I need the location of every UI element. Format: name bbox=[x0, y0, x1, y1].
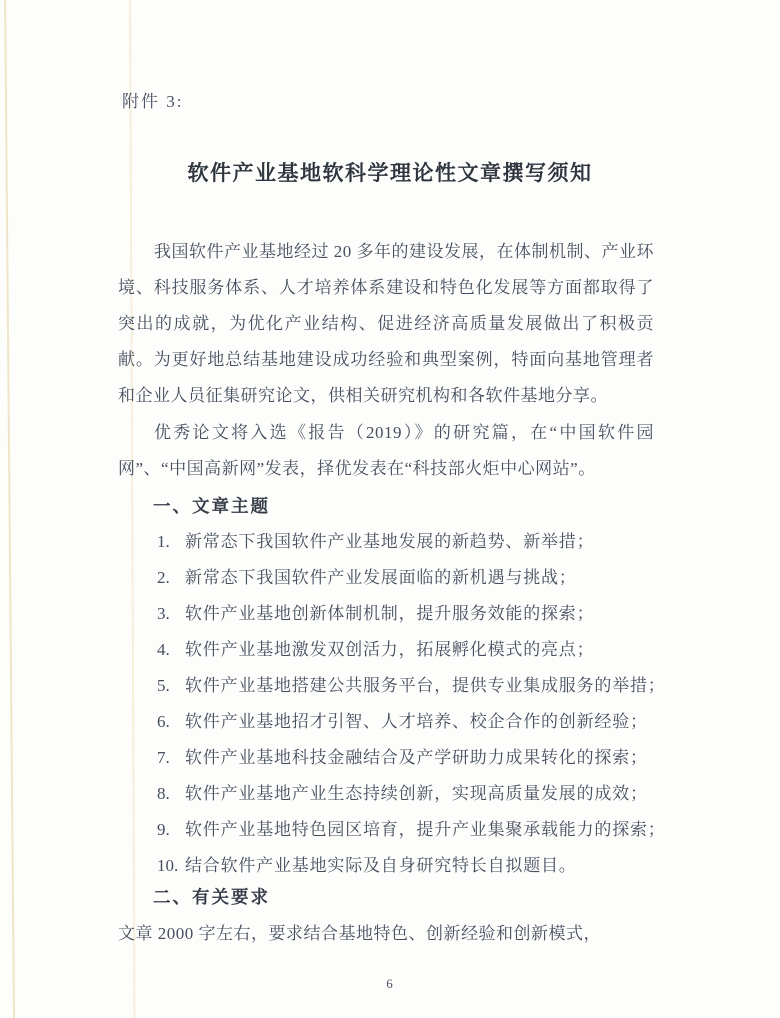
topic-text: 软件产业基地产业生态持续创新，实现高质量发展的成效； bbox=[185, 784, 648, 803]
topic-item-7 bbox=[157, 740, 757, 776]
topic-item-3 bbox=[157, 596, 757, 632]
paragraph-intro: 我国软件产业基地经过 20 多年的建设发展，在体制机制、产业环境、科技服务体系、人才培养体系建设和特色化发展等方面都取得了突出的成就，为优化产业结构、促进经济高质量发展做出了积极贡献。为更好地总结基地建设成功经验和典型案例，特面向基地管理者和企业人员征集研究论文，供相关研究机构和各软件基地分享。 bbox=[118, 242, 654, 405]
topic-text: 软件产业基地特色园区培育，提升产业集聚承载能力的探索； bbox=[185, 820, 666, 839]
section-heading-requirements: 二、有关要求 bbox=[153, 887, 270, 907]
topic-number: 6. bbox=[157, 712, 170, 731]
topic-item-9 bbox=[157, 812, 757, 848]
topic-text: 软件产业基地搭建公共服务平台，提供专业集成服务的举措； bbox=[185, 676, 666, 695]
topic-number: 2. bbox=[157, 568, 170, 587]
topic-list bbox=[157, 524, 757, 884]
topic-text: 新常态下我国软件产业发展面临的新机遇与挑战； bbox=[185, 568, 577, 587]
attachment-label: 附件 3: bbox=[122, 92, 184, 111]
topic-text: 软件产业基地激发双创活力，拓展孵化模式的亮点； bbox=[185, 640, 595, 659]
topic-text: 软件产业基地招才引智、人才培养、校企合作的创新经验； bbox=[185, 712, 648, 731]
topic-item-2 bbox=[157, 560, 757, 596]
topic-item-5 bbox=[157, 668, 757, 704]
topic-number: 3. bbox=[157, 604, 170, 623]
scan-fold-line-left bbox=[4, 0, 15, 1018]
topic-text: 软件产业基地科技金融结合及产学研助力成果转化的探索； bbox=[185, 748, 648, 767]
topic-number: 5. bbox=[157, 676, 170, 695]
topic-text: 结合软件产业基地实际及自身研究特长自拟题目。 bbox=[185, 856, 577, 875]
section-heading-topics: 一、文章主题 bbox=[153, 496, 270, 516]
topic-item-8 bbox=[157, 776, 757, 812]
topic-number: 8. bbox=[157, 784, 170, 803]
page-number: 6 bbox=[386, 976, 394, 991]
topic-text: 新常态下我国软件产业基地发展的新趋势、新举措； bbox=[185, 532, 595, 551]
topic-item-1 bbox=[157, 524, 757, 560]
topic-item-4 bbox=[157, 632, 757, 668]
scan-fold-line-margin bbox=[129, 0, 135, 1018]
paragraph-requirements: 文章 2000 字左右，要求结合基地特色、创新经验和创新模式， bbox=[118, 924, 601, 943]
topic-text: 软件产业基地创新体制机制，提升服务效能的探索； bbox=[185, 604, 595, 623]
document-title: 软件产业基地软科学理论性文章撰写须知 bbox=[187, 162, 593, 185]
topic-number: 10. bbox=[157, 856, 179, 875]
topic-number: 4. bbox=[157, 640, 170, 659]
topic-number: 7. bbox=[157, 748, 170, 767]
topic-number: 9. bbox=[157, 820, 170, 839]
topic-item-6 bbox=[157, 704, 757, 740]
topic-number: 1. bbox=[157, 532, 170, 551]
paragraph-publication: 优秀论文将入选《报告（2019）》的研究篇，在“中国软件园网”、“中国高新网”发表，择优发表在“科技部火炬中心网站”。 bbox=[118, 423, 654, 478]
